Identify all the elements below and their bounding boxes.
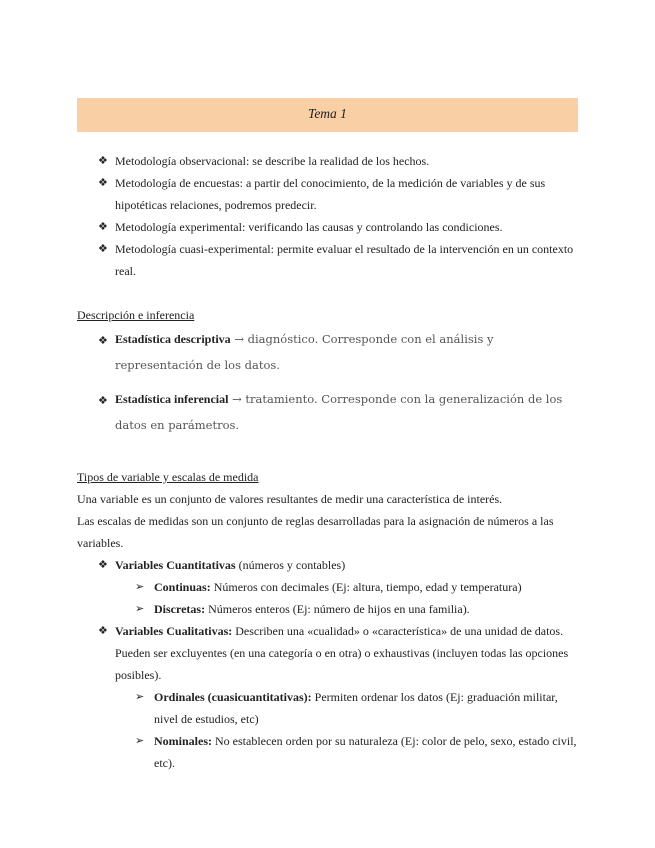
diamond-bullet-icon: ❖ bbox=[98, 335, 108, 347]
diamond-bullet-icon: ❖ bbox=[98, 243, 108, 255]
diamond-bullet-icon: ❖ bbox=[98, 395, 108, 407]
sub-list-item: ➢ Continuas: Números con decimales (Ej: altura, tiempo, edad y temperatura) bbox=[77, 576, 578, 598]
arrow-bullet-icon: ➢ bbox=[135, 691, 145, 703]
methods-list bbox=[77, 150, 578, 282]
page-title: Tema 1 bbox=[308, 106, 347, 121]
list-item: ❖ Estadística inferencial → tratamiento. Corresponde con la generalización de los datos en parámetros. bbox=[77, 386, 578, 438]
section-heading-tipos: Tipos de variable y escalas de medida bbox=[77, 470, 259, 484]
diamond-bullet-icon: ❖ bbox=[98, 625, 108, 637]
list-item: ❖ Metodología experimental: verificando las causas y controlando las condiciones. bbox=[77, 216, 578, 238]
title-band bbox=[77, 98, 578, 132]
sub-list-item: ➢ Nominales: No establecen orden por su naturaleza (Ej: color de pelo, sexo, estado civil, etc). bbox=[77, 730, 578, 774]
list-item: ❖ Metodología de encuestas: a partir del conocimiento, de la medición de variables y de sus hipotéticas relaciones, podremos predecir. bbox=[77, 172, 578, 216]
arrow-bullet-icon: ➢ bbox=[135, 735, 145, 747]
tipos-list bbox=[77, 554, 578, 774]
paragraph: Una variable es un conjunto de valores resultantes de medir una característica de interés. bbox=[77, 492, 503, 506]
diamond-bullet-icon: ❖ bbox=[98, 177, 108, 189]
diamond-bullet-icon: ❖ bbox=[98, 221, 108, 233]
list-item: ❖ Metodología observacional: se describe la realidad de los hechos. bbox=[77, 150, 578, 172]
list-item: ❖ Variables Cualitativas: Describen una «cualidad» o «característica» de una unidad de datos. Pueden ser excluyentes (en una categoría o en otra) o exhaustivas (incluyen todas las opciones posibles). bbox=[77, 620, 578, 686]
sub-list-item: ➢ Ordinales (cuasicuantitativas): Permiten ordenar los datos (Ej: graduación militar, nivel de estudios, etc) bbox=[77, 686, 578, 730]
descripcion-list bbox=[77, 326, 578, 438]
diamond-bullet-icon: ❖ bbox=[98, 155, 108, 167]
document-page bbox=[77, 98, 578, 774]
list-item: ❖ Metodología cuasi-experimental: permite evaluar el resultado de la intervención en un contexto real. bbox=[77, 238, 578, 282]
diamond-bullet-icon: ❖ bbox=[98, 559, 108, 571]
paragraph: Las escalas de medidas son un conjunto de reglas desarrolladas para la asignación de números a las variables. bbox=[77, 514, 554, 550]
arrow-bullet-icon: ➢ bbox=[135, 581, 145, 593]
section-heading-descripcion: Descripción e inferencia bbox=[77, 308, 195, 322]
sub-list-item: ➢ Discretas: Números enteros (Ej: número de hijos en una familia). bbox=[77, 598, 578, 620]
list-item: ❖ Estadística descriptiva → diagnóstico. Corresponde con el análisis y representación de los datos. bbox=[77, 326, 578, 378]
arrow-bullet-icon: ➢ bbox=[135, 603, 145, 615]
list-item: ❖ Variables Cuantitativas (números y contables) bbox=[77, 554, 578, 576]
